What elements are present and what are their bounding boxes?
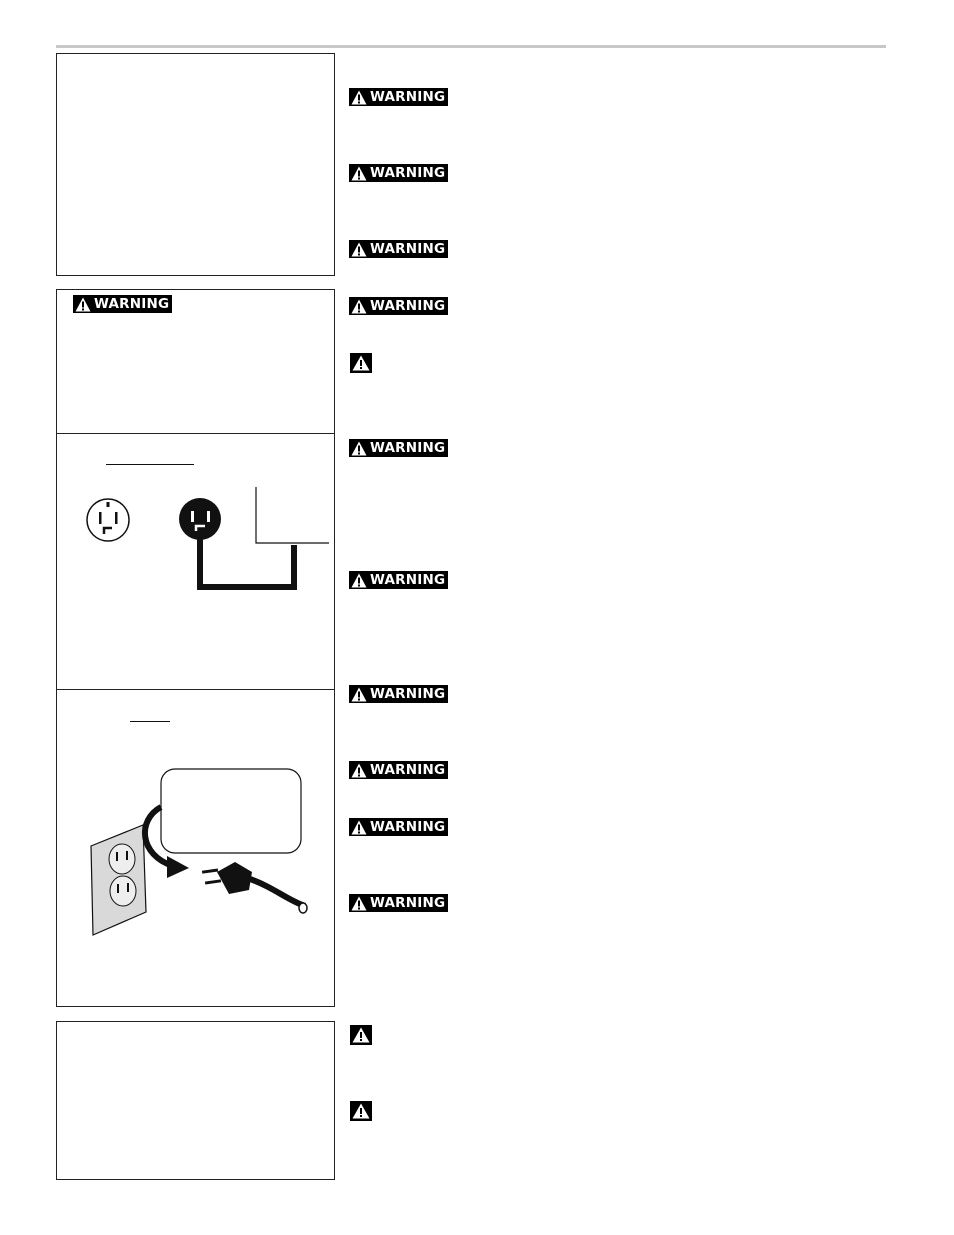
warning-label: WARNING xyxy=(370,895,446,911)
plug-icon xyxy=(202,862,307,913)
warning-badge-8 xyxy=(349,761,448,779)
warning-triangle-icon xyxy=(351,573,367,588)
warning-label: WARNING xyxy=(370,89,446,105)
caution-triangle-icon xyxy=(350,1025,372,1045)
info-box-2 xyxy=(56,289,335,1007)
warning-badge-4 xyxy=(349,297,448,315)
section-divider-2 xyxy=(57,689,334,690)
warning-triangle-icon xyxy=(351,90,367,105)
diagram-underline-2 xyxy=(130,721,170,722)
caution-triangle-icon xyxy=(350,353,372,373)
warning-triangle-icon xyxy=(351,166,367,181)
top-rule xyxy=(56,45,886,48)
warning-badge-7 xyxy=(349,685,448,703)
warning-label: WARNING xyxy=(370,572,446,588)
warning-badge-10 xyxy=(349,894,448,912)
warning-label: WARNING xyxy=(94,296,170,312)
warning-label: WARNING xyxy=(370,241,446,257)
warning-triangle-icon xyxy=(351,687,367,702)
four-prong-receptacle-icon xyxy=(87,499,129,541)
warning-badge-5 xyxy=(349,439,448,457)
box-warning-badge xyxy=(73,295,172,313)
warning-badge-2 xyxy=(349,164,448,182)
warning-badge-9 xyxy=(349,818,448,836)
warning-badge-1 xyxy=(349,88,448,106)
warning-triangle-icon xyxy=(351,242,367,257)
warning-triangle-icon xyxy=(351,299,367,314)
warning-triangle-icon xyxy=(351,896,367,911)
warning-triangle-icon xyxy=(351,763,367,778)
info-box-3 xyxy=(56,1021,335,1180)
section-divider-1 xyxy=(57,433,334,434)
warning-triangle-icon xyxy=(351,441,367,456)
warning-badge-3 xyxy=(349,240,448,258)
warning-label: WARNING xyxy=(370,762,446,778)
outlet-diagram xyxy=(57,760,334,940)
wall-outlet-icon xyxy=(91,825,146,935)
warning-badge-6 xyxy=(349,571,448,589)
warning-label: WARNING xyxy=(370,165,446,181)
warning-triangle-icon xyxy=(75,297,91,312)
warning-label: WARNING xyxy=(370,440,446,456)
receptacle-diagram xyxy=(57,435,334,595)
warning-label: WARNING xyxy=(370,819,446,835)
caution-triangle-icon xyxy=(350,1101,372,1121)
warning-label: WARNING xyxy=(370,686,446,702)
warning-triangle-icon xyxy=(351,820,367,835)
info-box-1 xyxy=(56,53,335,276)
warning-label: WARNING xyxy=(370,298,446,314)
